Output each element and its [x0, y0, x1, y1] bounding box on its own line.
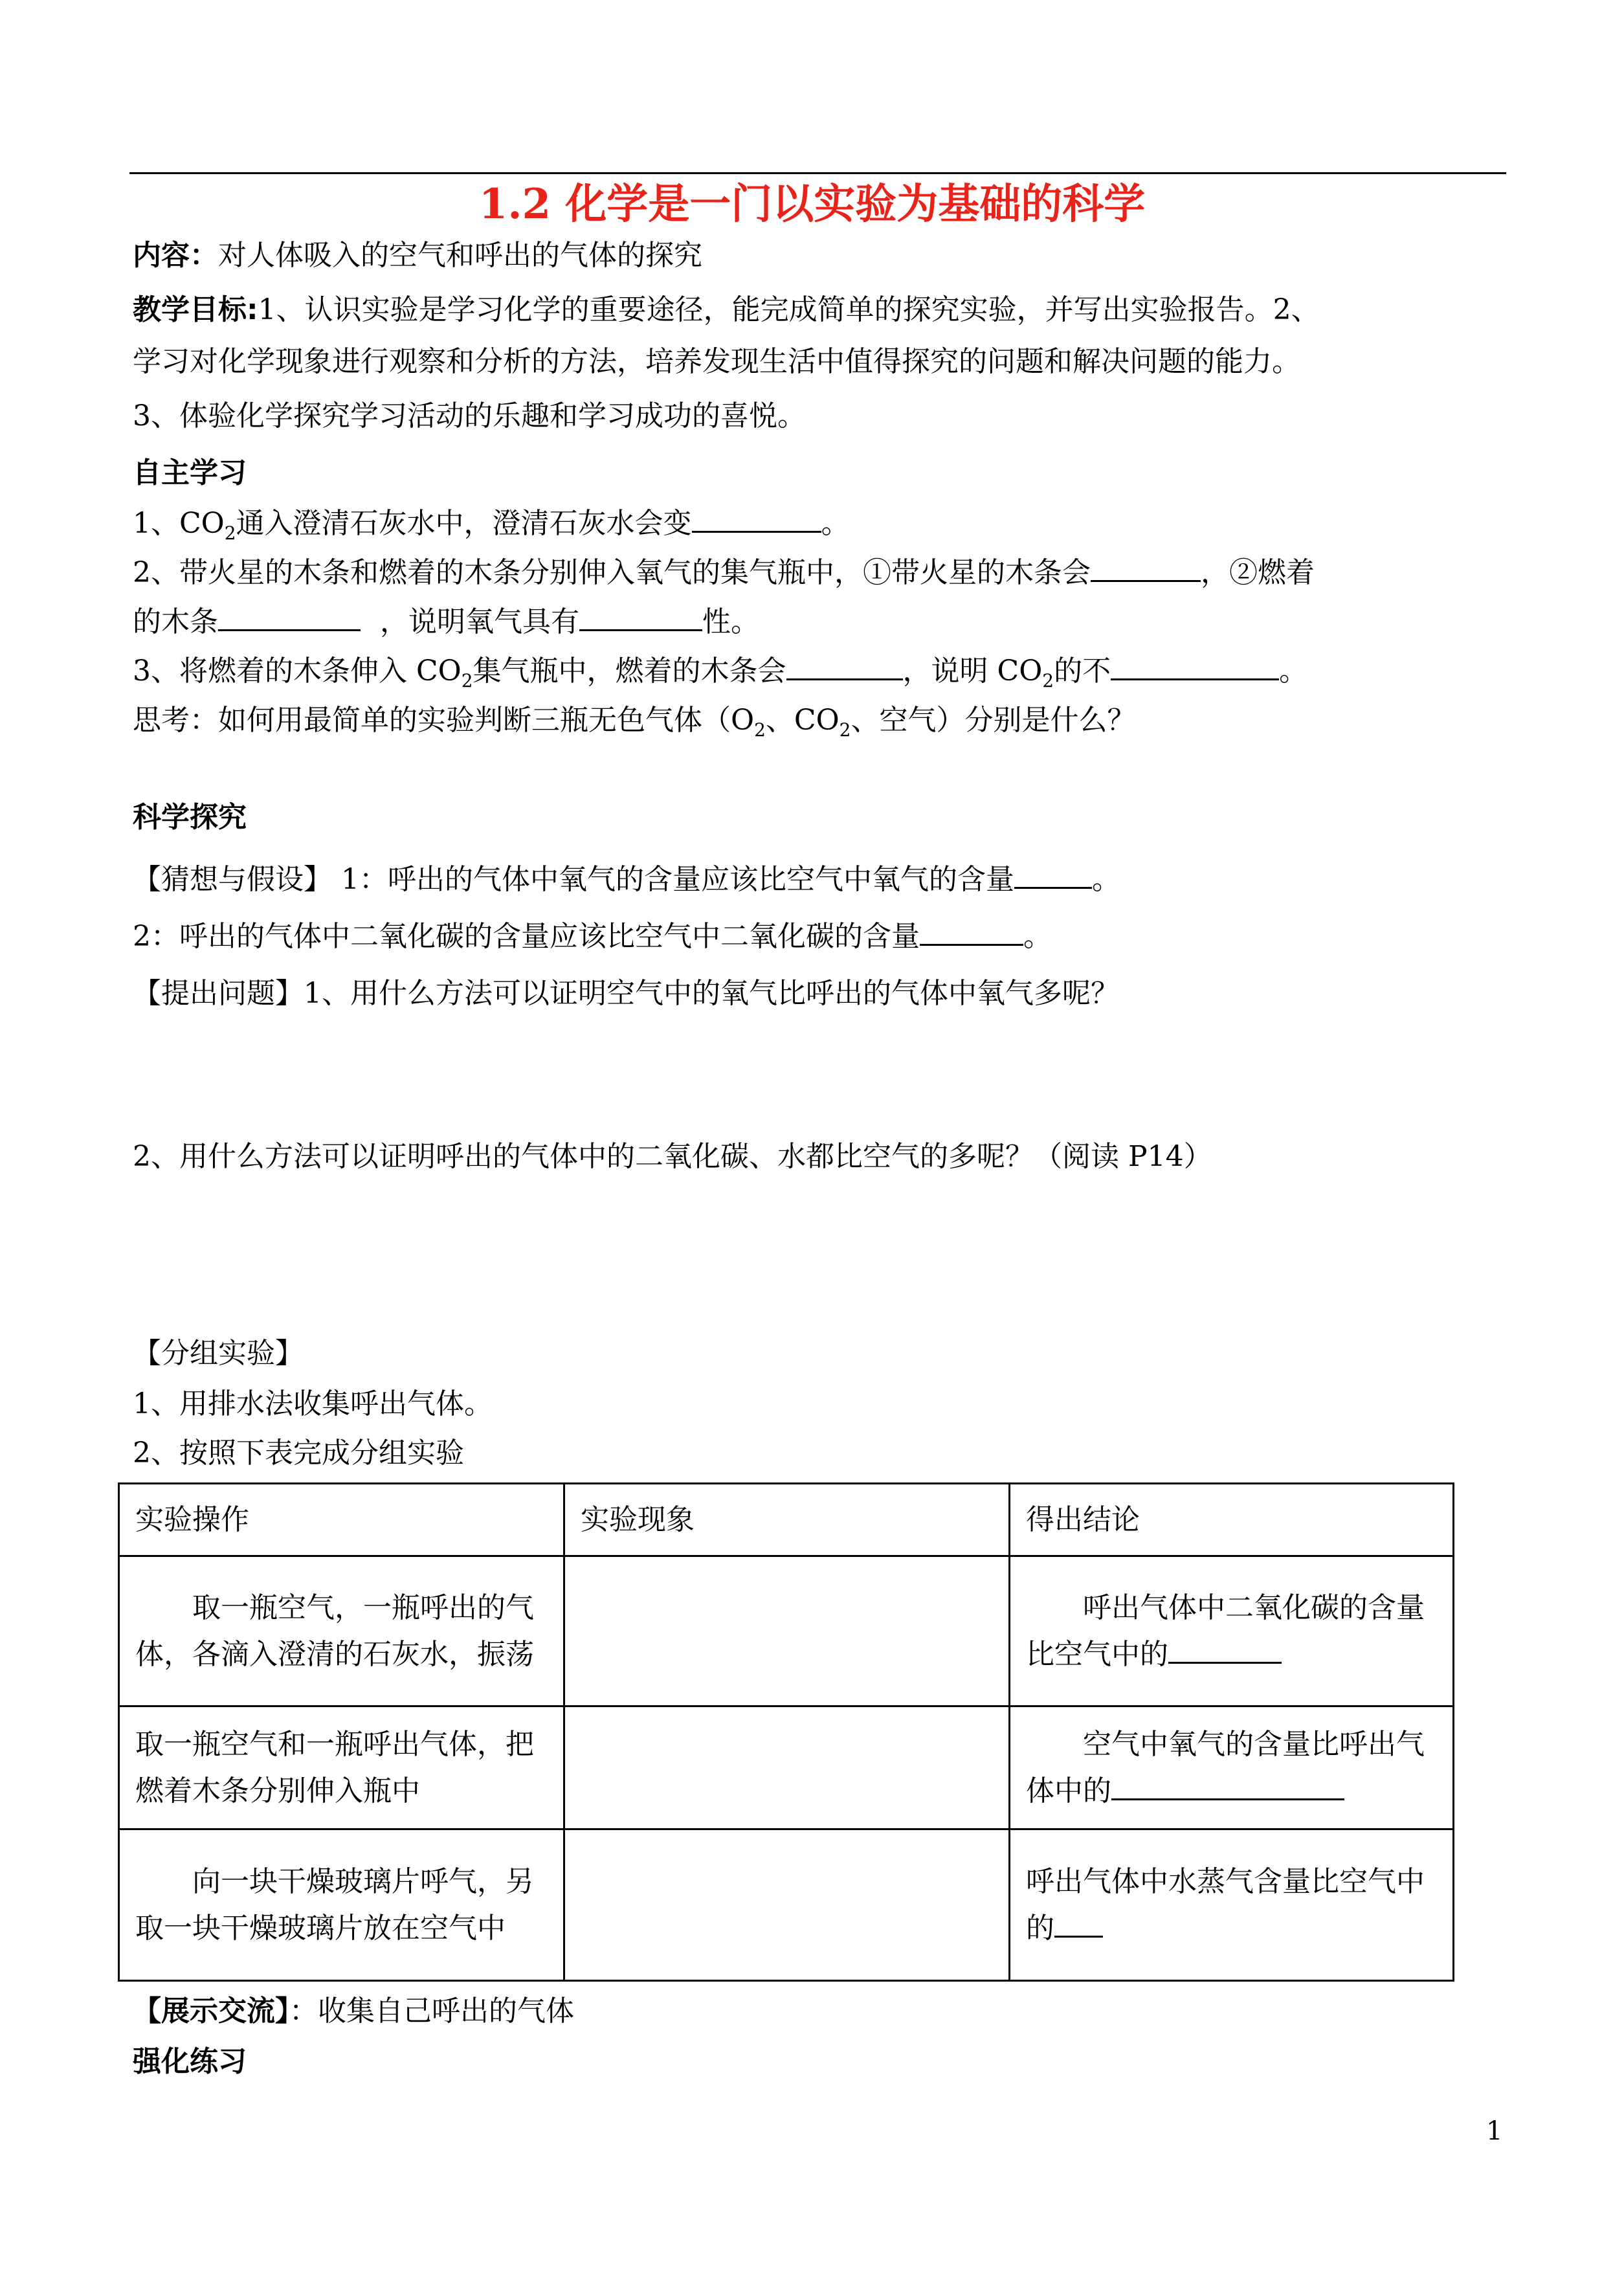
q1-text-a: 1、CO — [133, 507, 225, 540]
row3-conclusion — [1010, 1829, 1454, 1981]
header-observation: 实验现象 — [564, 1484, 1010, 1556]
goals-line-1 — [133, 289, 1320, 331]
experiment-table — [118, 1482, 1454, 1982]
show-label: 【展示交流】 — [133, 1995, 289, 2028]
content-line — [133, 234, 702, 277]
q3-blank-1[interactable] — [786, 650, 903, 680]
group-step-2: 2、按照下表完成分组实验 — [133, 1437, 464, 1470]
row1-observation[interactable] — [564, 1556, 1010, 1706]
q2-text-b: ，②燃着 — [1201, 556, 1315, 589]
table-row — [119, 1556, 1454, 1706]
self-study-think — [133, 699, 1135, 752]
hyp1-end: 。 — [1091, 863, 1120, 896]
think-text-c: 、空气）分别是什么？ — [851, 704, 1136, 737]
show-text: ：收集自己呼出的气体 — [289, 1995, 574, 2028]
hyp1-blank[interactable] — [1014, 858, 1092, 889]
row1-conclusion-text: 呼出气体中二氧化碳的含量比空气中的 — [1026, 1591, 1425, 1671]
q1-text-c: 。 — [821, 507, 850, 540]
hyp2-blank[interactable] — [920, 915, 1023, 946]
row2-observation[interactable] — [564, 1706, 1010, 1829]
table-row — [119, 1829, 1454, 1981]
group-heading: 【分组实验】 — [133, 1337, 304, 1370]
subscript-2: 2 — [1042, 669, 1054, 691]
self-study-q2-line2 — [133, 601, 759, 643]
hyp2-end: 。 — [1023, 920, 1052, 953]
q2-blank-3[interactable] — [579, 601, 702, 631]
question-1: 【提出问题】1、用什么方法可以证明空气中的氧气比呼出的气体中氧气多呢？ — [133, 977, 1119, 1010]
goals-label: 教学目标: — [133, 293, 258, 326]
row1-blank[interactable] — [1168, 1633, 1282, 1664]
q2-blank-2[interactable] — [218, 601, 361, 631]
q3-text-e: 。 — [1279, 654, 1308, 688]
page-title: 1.2 化学是一门以实验为基础的科学 — [478, 180, 1146, 229]
show-exchange-line — [133, 1990, 574, 2033]
content-label: 内容： — [133, 239, 218, 272]
row2-operation: 取一瓶空气和一瓶呼出气体，把燃着木条分别伸入瓶中 — [119, 1706, 564, 1829]
row3-observation[interactable] — [564, 1829, 1010, 1981]
q2-text-c: 的木条 — [133, 605, 218, 638]
q2-blank-1[interactable] — [1091, 552, 1201, 582]
subscript-2: 2 — [839, 719, 851, 741]
hyp1-text: 【猜想与假设】 1：呼出的气体中氧气的含量应该比空气中氧气的含量 — [133, 863, 1014, 896]
goals-line-3: 3、体验化学探究学习活动的乐趣和学习成功的喜悦。 — [133, 399, 806, 432]
question-2: 2、用什么方法可以证明呼出的气体中的二氧化碳、水都比空气的多呢？（阅读 P14） — [133, 1140, 1212, 1173]
goals-line-2: 学习对化学现象进行观察和分析的方法，培养发现生活中值得探究的问题和解决问题的能力。 — [133, 345, 1300, 378]
row1-operation: 取一瓶空气，一瓶呼出的气体，各滴入澄清的石灰水，振荡 — [119, 1556, 564, 1706]
q2-text-d: ，说明氧气具有 — [380, 605, 579, 638]
row1-conclusion — [1010, 1556, 1454, 1706]
inquiry-heading: 科学探究 — [133, 801, 247, 834]
subscript-2: 2 — [754, 719, 766, 741]
row2-conclusion-text: 空气中氧气的含量比呼出气体中的 — [1026, 1727, 1425, 1807]
q3-text-b: 集气瓶中，燃着的木条会 — [473, 654, 786, 688]
self-study-q2-line1 — [133, 552, 1315, 594]
q3-text-d: 的不 — [1054, 654, 1111, 688]
content-text: 对人体吸入的空气和呼出的气体的探究 — [218, 239, 702, 272]
table-row — [119, 1706, 1454, 1829]
row2-blank[interactable] — [1111, 1770, 1344, 1800]
group-step-1: 1、用排水法收集呼出气体。 — [133, 1387, 493, 1420]
header-operation: 实验操作 — [119, 1484, 564, 1556]
q3-text-a: 3、将燃着的木条伸入 CO — [133, 654, 462, 688]
q1-text-b: 通入澄清石灰水中，澄清石灰水会变 — [236, 507, 692, 540]
header-conclusion: 得出结论 — [1010, 1484, 1454, 1556]
row3-blank[interactable] — [1054, 1907, 1103, 1938]
q1-blank[interactable] — [692, 502, 821, 533]
q3-blank-2[interactable] — [1111, 650, 1279, 680]
row3-operation: 向一块干燥玻璃片呼气，另取一块干燥玻璃片放在空气中 — [119, 1829, 564, 1981]
page-number: 1 — [1486, 2116, 1503, 2146]
think-text-b: 、CO — [765, 704, 840, 737]
think-text-a: 思考：如何用最简单的实验判断三瓶无色气体（O — [133, 704, 755, 737]
q2-text-e: 性。 — [702, 605, 759, 638]
subscript-2: 2 — [224, 522, 236, 544]
self-study-heading: 自主学习 — [133, 456, 247, 489]
self-study-q3 — [133, 650, 1307, 702]
practice-heading: 强化练习 — [133, 2045, 247, 2078]
subscript-2: 2 — [461, 669, 473, 691]
table-header-row — [119, 1484, 1454, 1556]
q3-text-c: ，说明 CO — [902, 654, 1043, 688]
row3-conclusion-text: 呼出气体中水蒸气含量比空气中的 — [1026, 1864, 1425, 1945]
hypothesis-1 — [133, 858, 1120, 901]
row2-conclusion — [1010, 1706, 1454, 1829]
hyp2-text: 2：呼出的气体中二氧化碳的含量应该比空气中二氧化碳的含量 — [133, 920, 920, 953]
goals-text-1: 1、认识实验是学习化学的重要途径，能完成简单的探究实验，并写出实验报告。2、 — [258, 293, 1320, 326]
self-study-q1 — [133, 502, 850, 555]
q2-text-a: 2、带火星的木条和燃着的木条分别伸入氧气的集气瓶中，①带火星的木条会 — [133, 556, 1091, 589]
hypothesis-2 — [133, 915, 1052, 958]
